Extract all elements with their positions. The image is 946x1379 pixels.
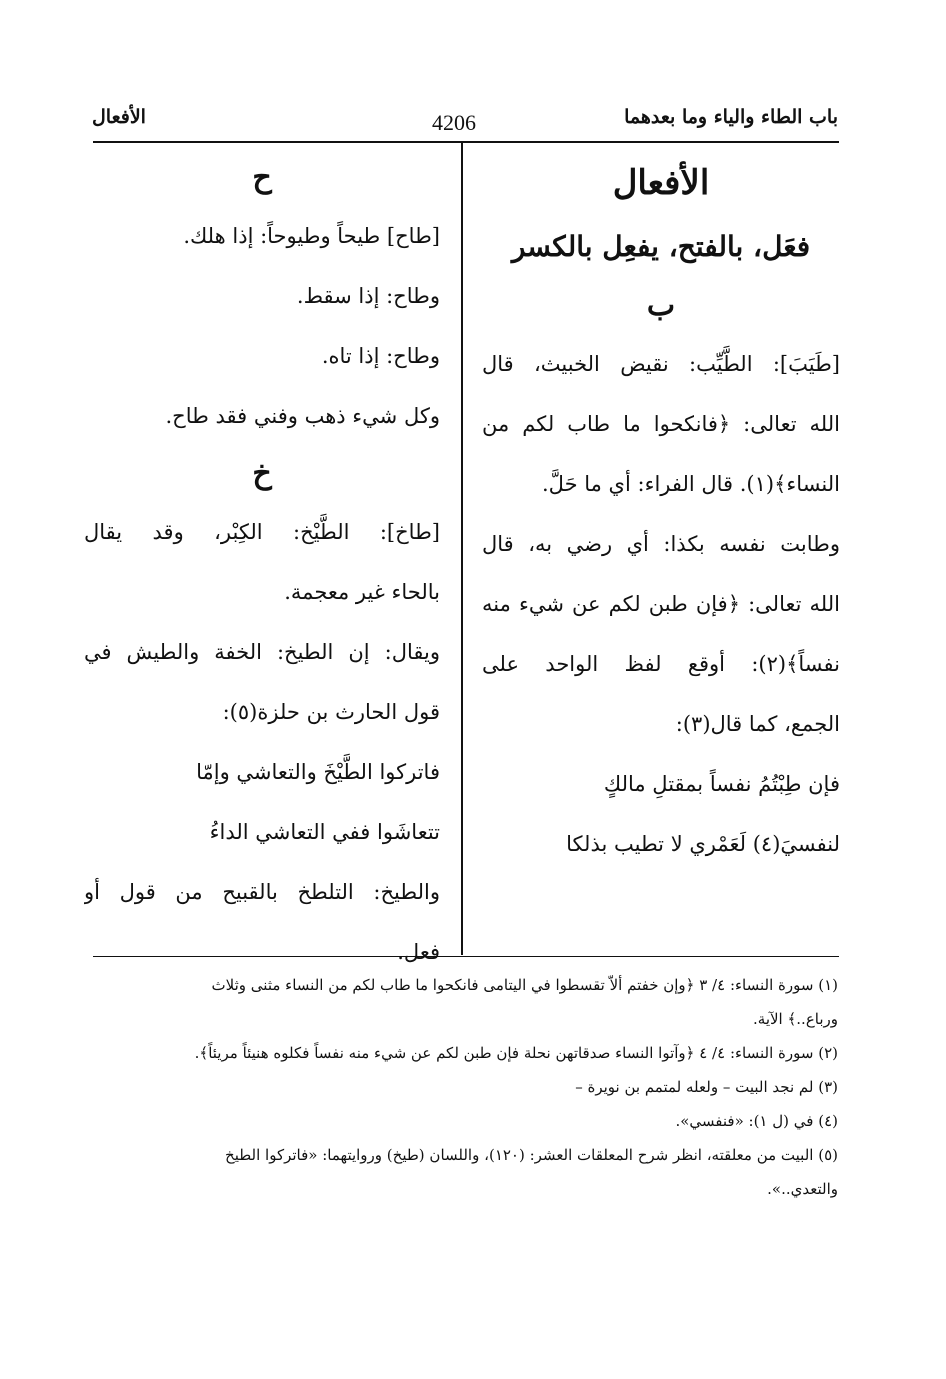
footnote: (٣) لم نجد البيت – ولعله لمتمم بن نويرة – [575, 1078, 838, 1096]
footnote: (١) سورة النساء: ٤/ ٣ ﴿وإن خفتم ألاّ تقسطوا في اليتامى فانكحوا ما طاب لكم من النساء مثنى وثلاث [211, 976, 838, 994]
verse-line: لنفسيَ(٤) لَعَمْري لا تطيب بذلكا [566, 832, 840, 856]
verse-line: فإن طِبْتُمُ نفساً بمقتلِ مالكٍ [603, 772, 840, 796]
text-line: الله تعالى: ﴿فانكحوا ما طاب لكم من [482, 412, 840, 436]
section-header: الأفعال [92, 106, 146, 128]
letter-heading: ح [252, 160, 272, 195]
text-line: [طاخ]: الطَّيْخ: الكِبْر، وقد يقال [84, 520, 440, 544]
text-line: الله تعالى: ﴿فإن طبن لكم عن شيء منه [482, 592, 840, 616]
text-line: بالحاء غير معجمة. [284, 580, 440, 604]
footnote: (٢) سورة النساء: ٤/ ٤ ﴿وآتوا النساء صدقاتهن نحلة فإن طبن لكم عن شيء منه نفساً فكلوه هنيئاً مريئاً﴾. [194, 1044, 838, 1062]
text-line: والطيخ: التلطخ بالقبيح من قول أو [84, 880, 440, 904]
left-column [84, 150, 440, 964]
running-header [92, 106, 838, 140]
text-line: ويقال: إن الطيخ: الخفة والطيش في [84, 640, 440, 664]
section-title: الأفعال [612, 163, 710, 203]
letter-heading: ب [646, 288, 676, 323]
verse-line: تتعاشَوا ففي التعاشي الداءُ [209, 820, 440, 844]
right-column [482, 150, 840, 950]
text-line: [طَيَبَ]: الطَّيِّب: نقيض الخبيث، قال [482, 352, 840, 376]
text-line: الجمع، كما قال(٣): [675, 712, 840, 736]
column-divider [461, 143, 463, 955]
letter-heading: خ [252, 456, 272, 491]
footnote: (٥) البيت من معلقته، انظر شرح المعلقات العشر: (١٢٠)، واللسان (طيخ) وروايتهما: «فاتركوا الطيخ [225, 1146, 838, 1164]
text-line: [طاح] طيحاً وطيوحاً: إذا هلك. [183, 224, 440, 248]
verse-line: فاتركوا الطَّيْخَ والتعاشي وإمّا [196, 760, 440, 784]
text-line: فعل. [397, 940, 440, 964]
footnote: (٤) في (ل ١): «فنفسي». [675, 1112, 838, 1130]
text-line: وطاح: إذا سقط. [296, 284, 440, 308]
section-subtitle: فعَل، بالفتح، يفعِل بالكسر [511, 230, 811, 263]
text-line: النساء﴾(١). قال الفراء: أي ما حَلَّ. [541, 472, 840, 496]
text-line: نفساً﴾(٢): أوقع لفظ الواحد على [482, 652, 840, 676]
header-rule [93, 141, 839, 143]
text-line: وطاح: إذا تاه. [321, 344, 440, 368]
page-number: 4206 [432, 110, 476, 135]
footnote-continuation: ورباع..﴾ الآية. [753, 1010, 838, 1028]
footnotes [108, 968, 838, 1206]
text-line: وكل شيء ذهب وفني فقد طاح. [165, 404, 440, 428]
chapter-title: باب الطاء والياء وما بعدهما [624, 106, 838, 128]
text-line: قول الحارث بن حلزة(٥): [222, 700, 440, 724]
text-line: وطابت نفسه بكذا: أي رضي به، قال [482, 532, 840, 556]
footnote-continuation: والتعدي..». [767, 1180, 838, 1198]
